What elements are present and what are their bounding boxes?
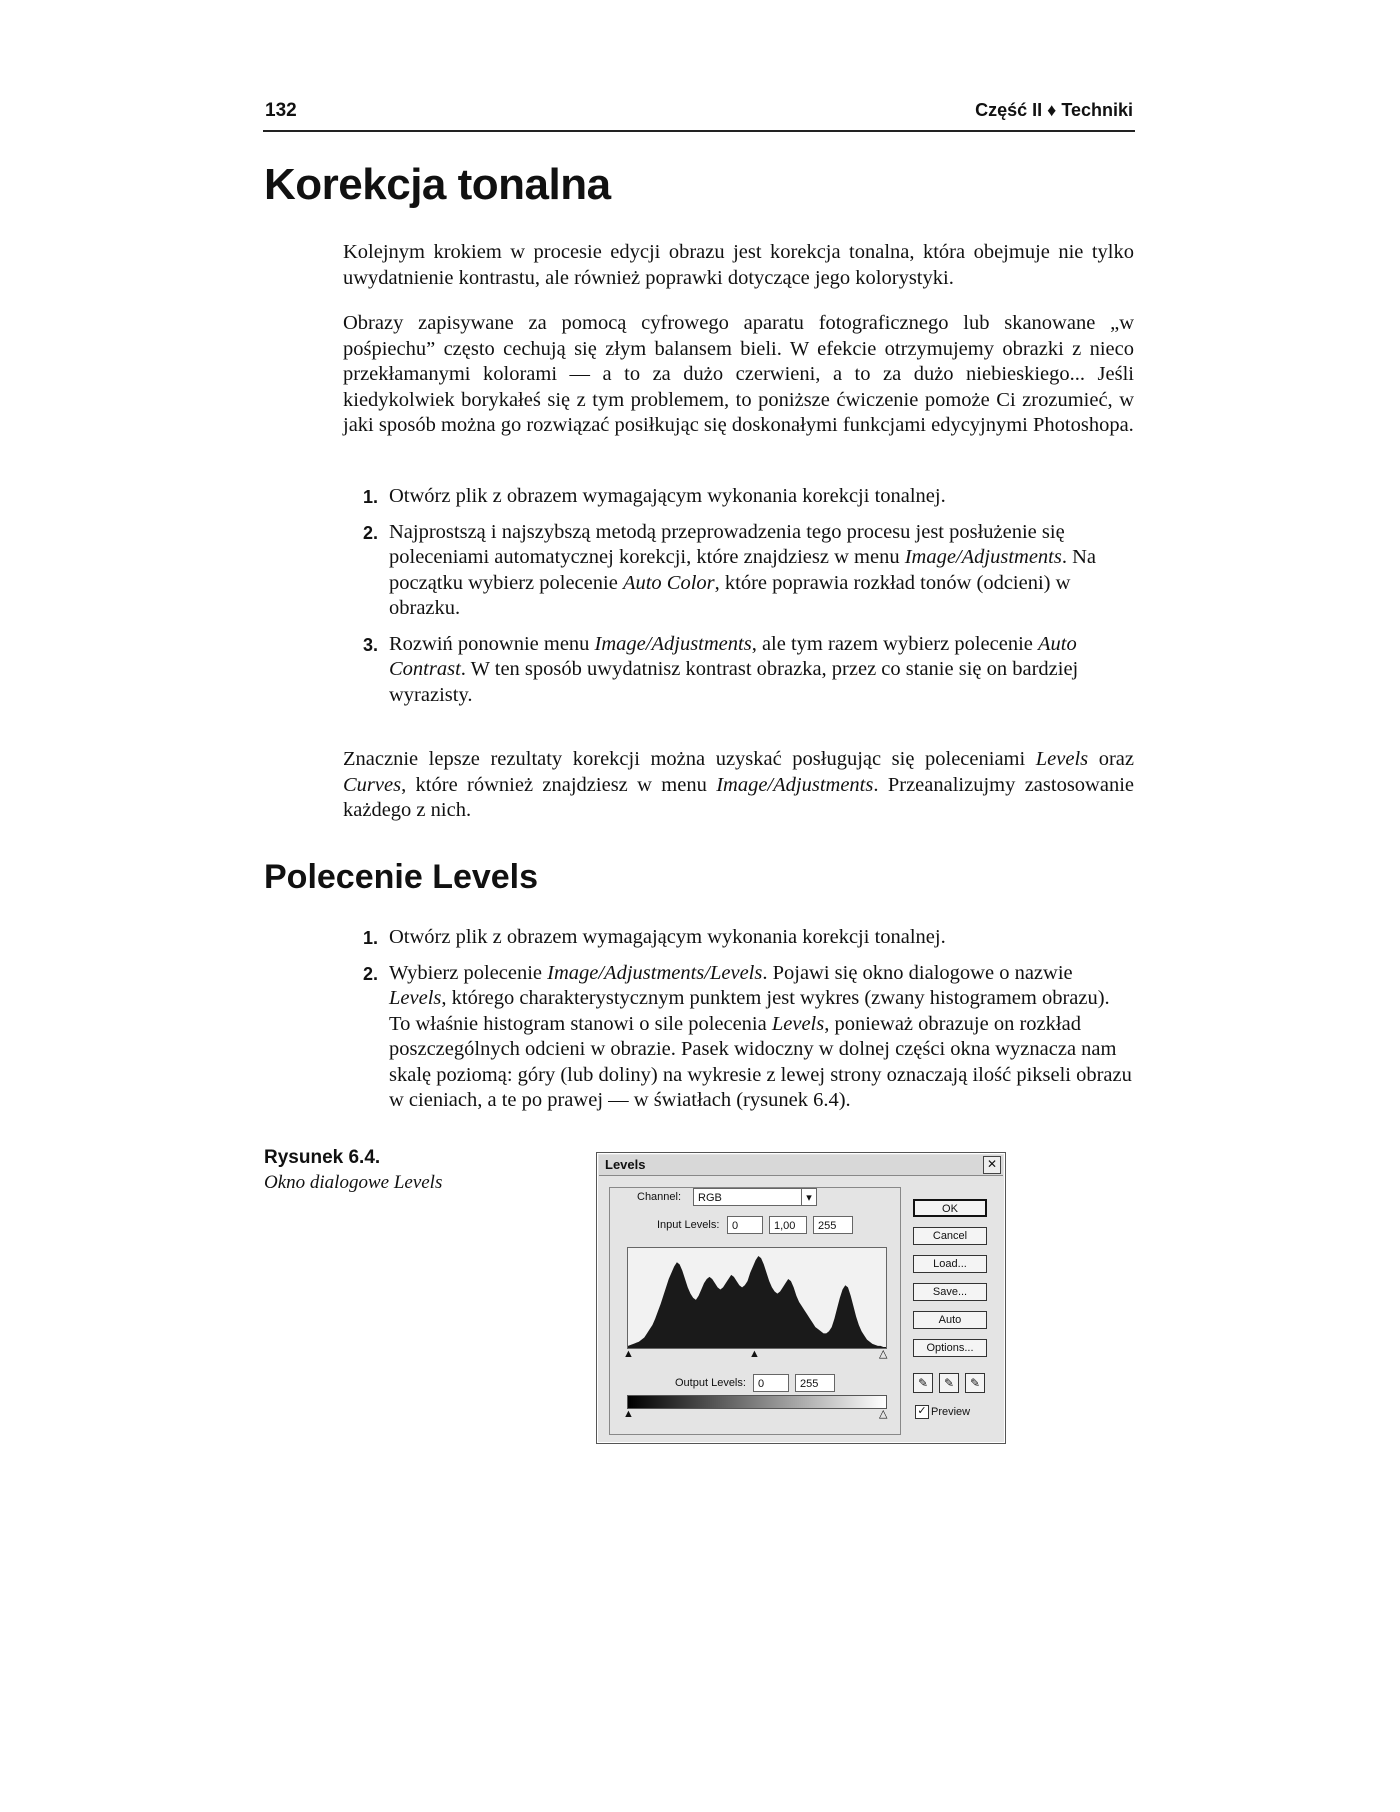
- emphasis-text: Auto Contrast: [389, 632, 1077, 680]
- figure-caption-text: Okno dialogowe Levels: [264, 1172, 443, 1193]
- input-white-slider[interactable]: △: [879, 1348, 888, 1360]
- text-run: Wybierz polecenie: [389, 961, 548, 984]
- list-item-number: 3.: [363, 634, 379, 655]
- cancel-button[interactable]: Cancel: [913, 1227, 987, 1245]
- chevron-down-icon[interactable]: ▾: [801, 1188, 817, 1206]
- list-item-number: 2.: [363, 522, 379, 543]
- text-run: Otwórz plik z obrazem wymagającym wykonania korekcji tonalnej.: [389, 485, 946, 507]
- chapter-title: Korekcja tonalna: [264, 160, 611, 209]
- section-title: Polecenie Levels: [264, 858, 539, 896]
- output-gradient-bar: [627, 1395, 887, 1409]
- input-level-black[interactable]: 0: [727, 1216, 763, 1234]
- input-gamma-slider[interactable]: ▲: [749, 1348, 760, 1360]
- output-levels-label: Output Levels:: [675, 1377, 746, 1389]
- input-black-slider[interactable]: ▲: [623, 1348, 634, 1360]
- channel-label: Channel:: [637, 1191, 682, 1203]
- running-head: Część II ♦ Techniki: [975, 100, 1133, 120]
- white-eyedropper-icon[interactable]: ✎: [965, 1373, 985, 1393]
- output-white-slider[interactable]: △: [879, 1408, 888, 1420]
- levels-dialog: [596, 1152, 1006, 1444]
- text-run: , ale tym razem wybierz polecenie: [751, 632, 1038, 655]
- text-run: , ponieważ obrazuje on rozkład poszczególnych odcieni w obrazie. Pasek widoczny w dolnej części okna wyznacza nam skalę poziomą: góry (lub doliny) na wykresie z lewej strony oznaczają ilość pikseli obrazu w cieniach, a te po prawej — w światłach (rysunek 6.4).: [389, 1012, 1132, 1111]
- text-run: , które również znajdziesz w menu: [401, 773, 717, 796]
- text-run: . Przeanalizujmy zastosowanie każdego z nich.: [343, 773, 1134, 821]
- text-run: . W ten sposób uwydatnisz kontrast obrazka, przez co stanie się on bardziej wyrazisty.: [389, 658, 1079, 706]
- emphasis-text: Curves: [343, 773, 402, 796]
- output-level-white[interactable]: 255: [795, 1374, 835, 1392]
- list-item-number: 2.: [363, 963, 379, 984]
- emphasis-text: Image/Adjustments: [904, 546, 1062, 568]
- preview-label: Preview: [931, 1406, 971, 1418]
- emphasis-text: Image/Adjustments: [594, 632, 752, 655]
- list-item: [343, 520, 1134, 622]
- channel-select[interactable]: RGB: [693, 1188, 817, 1206]
- dialog-title: Levels: [605, 1157, 646, 1172]
- text-run: Otwórz plik z obrazem wymagającym wykonania korekcji tonalnej.: [389, 926, 946, 948]
- emphasis-text: Image/Adjustments: [716, 773, 874, 796]
- list-item: [343, 632, 1134, 709]
- emphasis-text: Levels: [389, 987, 442, 1009]
- text-run: . Pojawi się okno dialogowe o nazwie: [762, 961, 1073, 984]
- input-level-white[interactable]: 255: [813, 1216, 853, 1234]
- text-run: oraz: [1088, 748, 1134, 770]
- black-eyedropper-icon[interactable]: ✎: [913, 1373, 933, 1393]
- histogram-chart: [627, 1247, 887, 1349]
- output-level-black[interactable]: 0: [753, 1374, 789, 1392]
- dialog-titlebar: [599, 1155, 1003, 1176]
- options-button[interactable]: Options...: [913, 1339, 987, 1357]
- figure-label: Rysunek 6.4.: [264, 1147, 381, 1168]
- emphasis-text: Image/Adjustments/Levels: [547, 961, 763, 984]
- emphasis-text: Auto Color: [622, 571, 715, 594]
- list-item: [343, 484, 1134, 510]
- close-icon[interactable]: ✕: [983, 1156, 1001, 1174]
- body-paragraph: Obrazy zapisywane za pomocą cyfrowego aparatu fotograficznego lub skanowane „w pośpiechu” często cechują się złym balansem bieli. W efekcie otrzymujemy obrazki z nieco przekłamanymi kolorami — a to za dużo czerwieni, a to za dużo niebieskiego... Jeśli kiedykolwiek borykałeś się z tym problemem, to poniższe ćwiczenie pomoże Ci zrozumieć, w jaki sposób można go rozwiązać posiłkując się doskonałymi funkcjami edycyjnymi Photoshopa.: [343, 312, 1134, 436]
- output-black-slider[interactable]: ▲: [623, 1408, 634, 1420]
- emphasis-text: Levels: [1035, 748, 1089, 770]
- text-run: Rozwiń ponownie menu: [389, 632, 595, 655]
- text-run: , którego charakterystycznym punktem jest wykres (zwany histogramem obrazu). To właśnie histogram stanowi o sile polecenia: [389, 987, 1110, 1035]
- text-run: . Na początku wybierz polecenie: [389, 546, 1097, 594]
- text-run: , które poprawia rozkład tonów (odcieni) w obrazku.: [389, 571, 1071, 619]
- histogram-area: [628, 1256, 886, 1348]
- load-button[interactable]: Load...: [913, 1255, 987, 1273]
- preview-checkbox[interactable]: ✓: [915, 1405, 929, 1419]
- gray-eyedropper-icon[interactable]: ✎: [939, 1373, 959, 1393]
- auto-button[interactable]: Auto: [913, 1311, 987, 1329]
- input-level-gamma[interactable]: 1,00: [769, 1216, 807, 1234]
- list-item-number: 1.: [363, 487, 379, 507]
- list-item: [343, 925, 1134, 951]
- text-run: Najprostszą i najszybszą metodą przeprowadzenia tego procesu jest posłużenie się poleceniami automatycznej korekcji, które znajdziesz w menu: [389, 520, 1065, 568]
- running-header: [263, 98, 1135, 132]
- steps-list-levels: [343, 925, 1134, 1124]
- ok-button[interactable]: OK: [913, 1199, 987, 1217]
- text-run: Znacznie lepsze rezultaty korekcji można uzyskać posługując się poleceniami: [343, 748, 1036, 770]
- list-item-number: 1.: [363, 928, 379, 948]
- emphasis-text: Levels: [771, 1012, 825, 1035]
- steps-list-auto-correction: [343, 484, 1134, 718]
- intro-paragraph: Kolejnym krokiem w procesie edycji obrazu jest korekcja tonalna, która obejmuje nie tylko uwydatnienie kontrastu, ale również poprawki dotyczące jego kolorystyki.: [343, 241, 1134, 289]
- figure-caption: [264, 1147, 442, 1194]
- save-button[interactable]: Save...: [913, 1283, 987, 1301]
- input-levels-label: Input Levels:: [657, 1219, 720, 1231]
- list-item: [343, 961, 1134, 1114]
- levels-curves-paragraph: [343, 747, 1134, 824]
- page-number: 132: [265, 100, 297, 121]
